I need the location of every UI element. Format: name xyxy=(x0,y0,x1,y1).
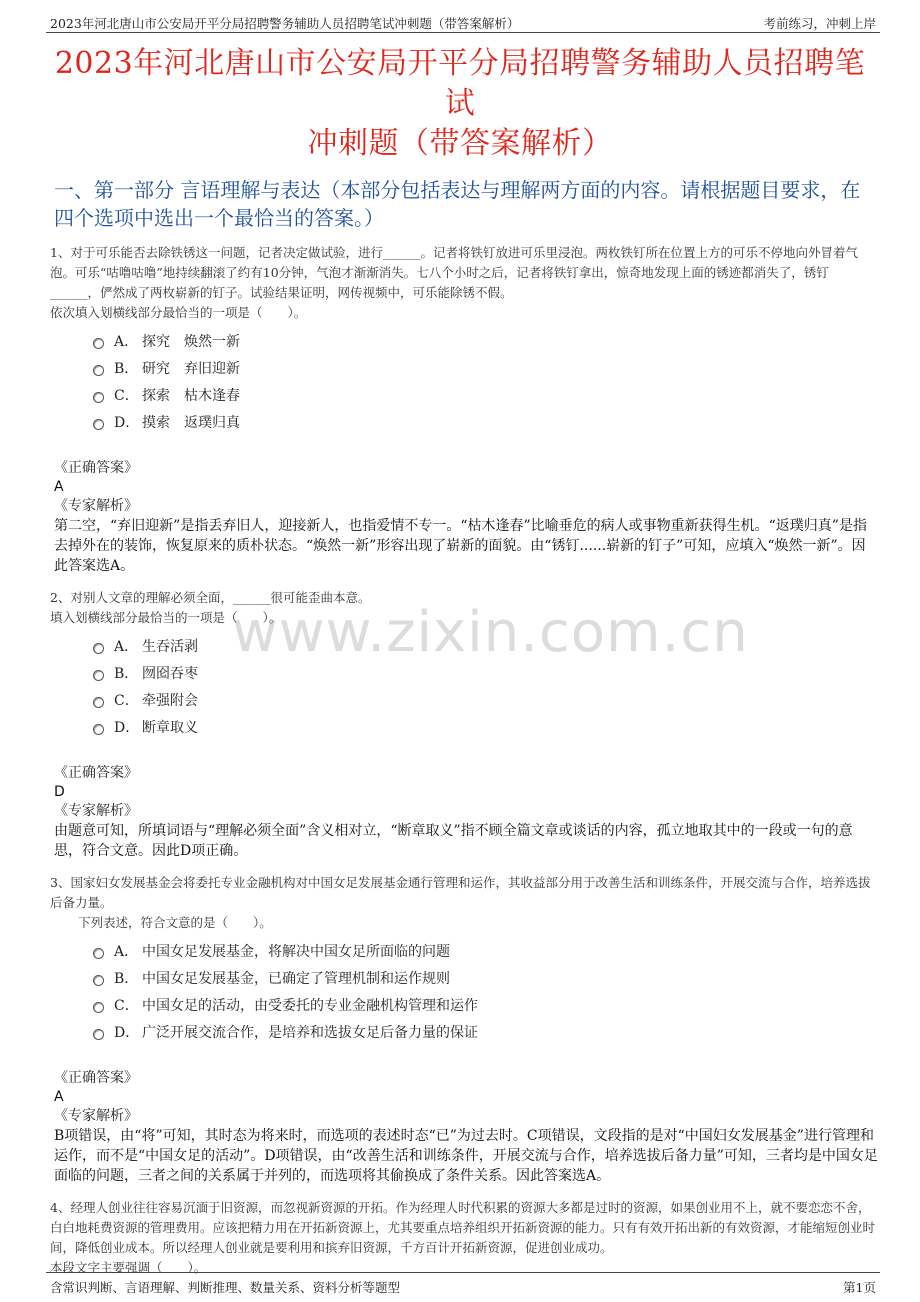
option-text: 探索 枯木逢春 xyxy=(142,387,240,404)
option-c[interactable] xyxy=(50,991,878,1018)
answer-label: 《正确答案》 xyxy=(54,1070,138,1086)
page-header xyxy=(0,0,920,34)
option-letter: D． xyxy=(114,719,140,736)
question-2 xyxy=(50,588,878,861)
question-prompt: 下列表述，符合文意的是（ ）。 xyxy=(78,915,272,930)
option-a[interactable] xyxy=(50,632,878,659)
option-text: 摸索 返璞归真 xyxy=(142,414,240,431)
option-letter: B． xyxy=(114,665,139,682)
radio-icon[interactable] xyxy=(93,948,104,959)
option-d[interactable] xyxy=(50,408,878,435)
radio-icon[interactable] xyxy=(93,365,104,376)
option-text: 囫囵吞枣 xyxy=(142,665,198,682)
title-line-1: 2023年河北唐山市公安局开平分局招聘警务辅助人员招聘笔试 xyxy=(54,46,866,121)
explanation-label: 《专家解析》 xyxy=(54,498,138,514)
radio-icon[interactable] xyxy=(93,1029,104,1040)
watermark: www.zixin.com.cn xyxy=(232,600,749,665)
option-text: 探究 焕然一新 xyxy=(142,333,240,350)
question-stem: 1、对于可乐能否去除铁锈这一问题，记者决定做试验，进行______。记者将铁钉放进可乐里浸泡。两枚铁钉所在位置上方的可乐不停地向外冒着气泡。可乐“咕噜咕噜”地持续翻滚了约有10分钟，气泡才渐渐消失。七八个小时之后，记者将铁钉拿出，惊奇地发现上面的锈迹都消失了，锈钉______，俨然成了两枚崭新的钉子。试验结果证明，网传视频中，可乐能除锈不假。 xyxy=(50,245,858,300)
explanation-label: 《专家解析》 xyxy=(54,1108,138,1124)
question-stem: 4、经理人创业往往容易沉湎于旧资源，而忽视新资源的开拓。作为经理人时代积累的资源大多都是过时的资源，如果创业用不上，就不要恋恋不舍，白白地耗费资源的管理费用。应该把精力用在开拓新资源上，尤其要重点培养组织开拓新资源的能力。只有有效开拓出新的有效资源，才能缩短创业时间，降低创业成本。所以经理人创业就是要利用和摈弃旧资源，千方百计开拓新资源，促进创业成功。 xyxy=(50,1200,876,1255)
option-text: 广泛开展交流合作，是培养和选拔女足后备力量的保证 xyxy=(142,1024,478,1041)
question-prompt: 依次填入划横线部分最恰当的一项是（ ）。 xyxy=(50,305,307,320)
footer-divider xyxy=(46,1272,880,1273)
option-b[interactable] xyxy=(50,659,878,686)
section-heading: 一、第一部分 言语理解与表达（本部分包括表达与理解两方面的内容。请根据题目要求，在四个选项中选出一个最恰当的答案。） xyxy=(54,178,861,230)
question-stem: 3、国家妇女发展基金会将委托专业金融机构对中国女足发展基金通行管理和运作，其收益部分用于改善生活和训练条件，开展交流与合作，培养选拔后备力量。 xyxy=(50,875,871,910)
option-letter: D． xyxy=(114,414,140,431)
option-letter: A． xyxy=(114,638,139,655)
answer-block xyxy=(50,764,878,861)
page-footer xyxy=(0,1270,920,1302)
radio-icon[interactable] xyxy=(93,419,104,430)
option-letter: B． xyxy=(114,970,139,987)
option-letter: D． xyxy=(114,1024,140,1041)
option-letter: B． xyxy=(114,360,139,377)
option-text: 断章取义 xyxy=(142,719,198,736)
option-c[interactable] xyxy=(50,381,878,408)
radio-icon[interactable] xyxy=(93,338,104,349)
answer-block xyxy=(50,459,878,576)
header-doc-title: 2023年河北唐山市公安局开平分局招聘警务辅助人员招聘笔试冲刺题（带答案解析） xyxy=(50,16,520,31)
option-letter: C． xyxy=(114,387,139,404)
explanation-text: 由题意可知，所填词语与“理解必须全面”含义相对立，“断章取义”指不顾全篇文章或谈话的内容，孤立地取其中的一段或一句的意思，符合文意。因此D项正确。 xyxy=(54,823,853,859)
option-d[interactable] xyxy=(50,713,878,740)
explanation-text: 第二空，“弃旧迎新”是指丢弃旧人，迎接新人，也指爱情不专一。“枯木逢春”比喻垂危的病人或事物重新获得生机。“返璞归真”是指去掉外在的装饰，恢复原来的质朴状态。“焕然一新”形容出现了崭新的面貌。由“锈钉......崭新的钉子”可知，应填入“焕然一新”。因此答案选A。 xyxy=(54,518,867,574)
question-prompt: 填入划横线部分最恰当的一项是（ ）。 xyxy=(50,610,282,625)
option-text: 中国女足发展基金，将解决中国女足所面临的问题 xyxy=(142,943,450,960)
option-letter: C． xyxy=(114,997,139,1014)
radio-icon[interactable] xyxy=(93,643,104,654)
radio-icon[interactable] xyxy=(93,1002,104,1013)
option-text: 中国女足发展基金，已确定了管理机制和运作规则 xyxy=(142,970,450,987)
option-text: 牵强附会 xyxy=(142,692,198,709)
option-text: 生吞活剥 xyxy=(142,638,198,655)
option-text: 中国女足的活动，由受委托的专业金融机构管理和运作 xyxy=(142,997,478,1014)
page-number: 第1页 xyxy=(843,1280,876,1295)
explanation-label: 《专家解析》 xyxy=(54,803,138,819)
answer-label: 《正确答案》 xyxy=(54,460,138,476)
answer-block xyxy=(50,1069,878,1186)
option-list xyxy=(50,327,878,435)
radio-icon[interactable] xyxy=(93,724,104,735)
answer-label: 《正确答案》 xyxy=(54,765,138,781)
question-list xyxy=(50,243,878,1278)
radio-icon[interactable] xyxy=(93,697,104,708)
option-letter: A． xyxy=(114,333,139,350)
question-3 xyxy=(50,873,878,1186)
question-4 xyxy=(50,1198,878,1278)
answer-value: A xyxy=(54,1089,64,1105)
footer-note: 含常识判断、言语理解、判断推理、数量关系、资料分析等题型 xyxy=(50,1280,401,1295)
title-line-2: 冲刺题（带答案解析） xyxy=(307,126,613,161)
radio-icon[interactable] xyxy=(93,392,104,403)
option-b[interactable] xyxy=(50,354,878,381)
header-slogan: 考前练习，冲刺上岸 xyxy=(763,16,876,31)
option-c[interactable] xyxy=(50,686,878,713)
option-letter: A． xyxy=(114,943,139,960)
header-divider xyxy=(46,32,880,33)
radio-icon[interactable] xyxy=(93,670,104,681)
document-title xyxy=(40,44,880,164)
option-letter: C． xyxy=(114,692,139,709)
option-b[interactable] xyxy=(50,964,878,991)
option-list xyxy=(50,937,878,1045)
option-a[interactable] xyxy=(50,937,878,964)
question-prompt: 本段文字主要强调（ ）。 xyxy=(50,1260,207,1275)
option-list xyxy=(50,632,878,740)
answer-value: D xyxy=(54,784,65,800)
explanation-text: B项错误，由“将”可知，其时态为将来时，而选项的表述时态“已”为过去时。C项错误，文段指的是对“中国妇女发展基金”进行管理和运作，而不是“中国女足的活动”。D项错误，由“改善生活和训练条件，开展交流与合作，培养选拔后备力量”可知，三者均是中国女足面临的问题，三者之间的关系属于并列的，而选项将其偷换成了条件关系。因此答案选A。 xyxy=(54,1128,878,1184)
question-1 xyxy=(50,243,878,576)
radio-icon[interactable] xyxy=(93,975,104,986)
option-a[interactable] xyxy=(50,327,878,354)
option-text: 研究 弃旧迎新 xyxy=(142,360,240,377)
question-stem: 2、对别人文章的理解必须全面，______很可能歪曲本意。 xyxy=(50,590,371,605)
answer-value: A xyxy=(54,479,64,495)
option-d[interactable] xyxy=(50,1018,878,1045)
